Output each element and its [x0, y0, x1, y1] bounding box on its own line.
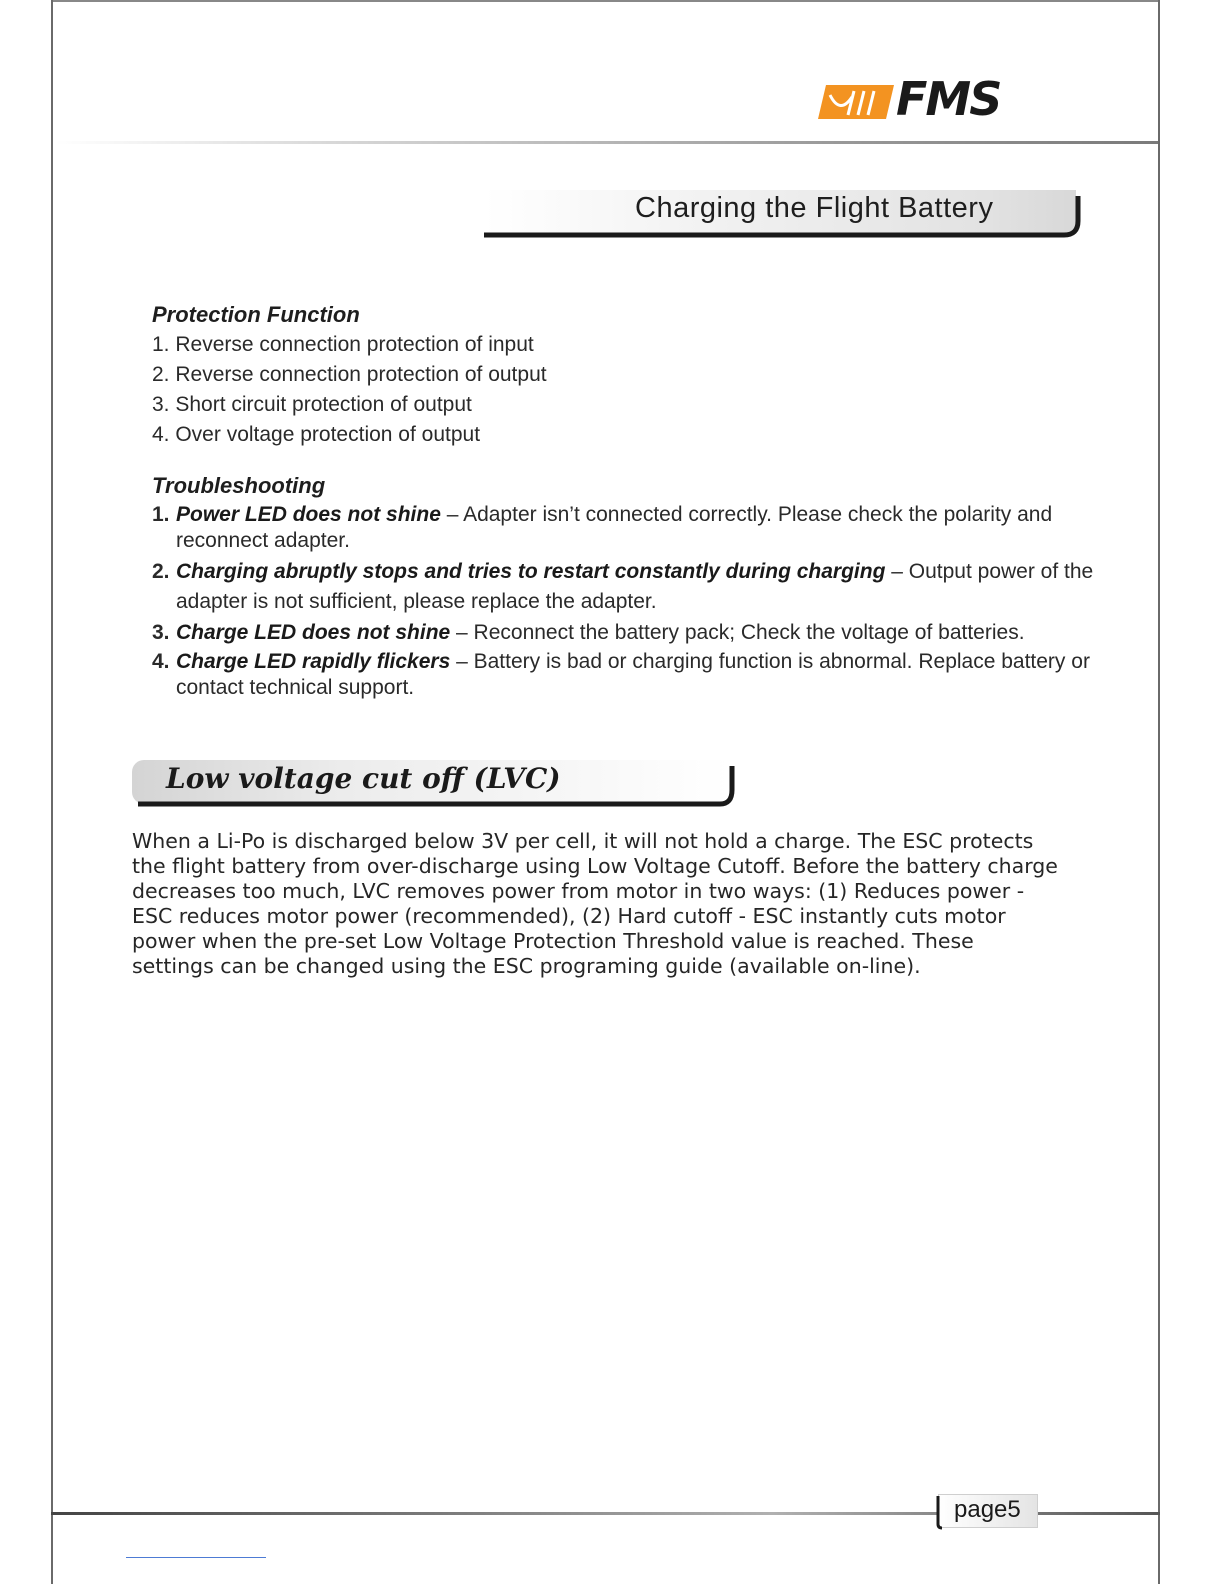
page-number: page5: [954, 1496, 1021, 1523]
troubleshooting-section: [152, 470, 1142, 704]
paragraph-line: power when the pre-set Low Voltage Protection Threshold value is reached. These: [132, 929, 974, 953]
section-banner-lvc: [130, 758, 740, 812]
troubleshooting-heading: Troubleshooting: [152, 473, 326, 498]
paragraph-line: decreases too much, LVC removes power from motor in two ways: (1) Reduces power -: [132, 879, 1025, 903]
item-number: 2.: [152, 560, 170, 583]
item-symptom: Charge LED does not shine: [176, 621, 451, 644]
item-symptom: Power LED does not shine: [176, 503, 441, 526]
logo-wordmark: FMS: [896, 72, 1001, 126]
list-item: 2. Reverse connection protection of output: [152, 363, 547, 386]
fms-logo: [818, 72, 1034, 126]
header-divider: [55, 141, 1158, 144]
item-remedy: – Reconnect the battery pack; Check the voltage of batteries.: [450, 621, 1025, 644]
troubleshoot-item: [152, 502, 1142, 554]
link-underline: [126, 1557, 266, 1558]
paragraph-line: the flight battery from over-discharge using Low Voltage Cutoff. Before the battery charge: [132, 854, 1058, 878]
page-title: Charging the Flight Battery: [635, 192, 994, 224]
fms-logo-swoosh-icon: [818, 85, 894, 119]
page-border-right: [1158, 0, 1160, 1584]
paragraph-line: ESC reduces motor power (recommended), (2) Hard cutoff - ESC instantly cuts motor: [132, 904, 1006, 928]
troubleshoot-item: [152, 620, 1142, 646]
protection-section: [152, 300, 547, 450]
troubleshoot-item: [152, 649, 1142, 701]
lvc-title: Low voltage cut off (LVC): [166, 762, 561, 795]
protection-list: [152, 330, 547, 450]
item-remedy: – Output power of the adapter is not sufficient, please replace the adapter.: [176, 560, 1094, 613]
lvc-paragraph: [132, 829, 1122, 979]
paragraph-line: When a Li-Po is discharged below 3V per cell, it will not hold a charge. The ESC protects: [132, 829, 1034, 853]
item-number: 3.: [152, 621, 170, 644]
protection-heading: Protection Function: [152, 302, 360, 327]
item-number: 1.: [152, 503, 170, 526]
item-remedy: – Adapter isn’t connected correctly. Please check the polarity and reconnect adapter.: [176, 503, 1053, 552]
item-remedy: – Battery is bad or charging function is abnormal. Replace battery or contact technical support.: [176, 650, 1090, 699]
item-number: 4.: [152, 650, 170, 673]
item-symptom: Charge LED rapidly flickers: [176, 650, 451, 673]
item-symptom: Charging abruptly stops and tries to restart constantly during charging: [176, 560, 886, 583]
troubleshoot-item: [152, 557, 1142, 617]
paragraph-line: settings can be changed using the ESC programing guide (available on-line).: [132, 954, 921, 978]
page-border-left: [51, 0, 53, 1584]
section-banner-charging: [484, 188, 1082, 240]
list-item: 1. Reverse connection protection of input: [152, 333, 534, 356]
page-border-top: [51, 0, 1160, 2]
page-number-tab: [934, 1494, 1038, 1530]
list-item: 4. Over voltage protection of output: [152, 423, 481, 446]
list-item: 3. Short circuit protection of output: [152, 393, 472, 416]
